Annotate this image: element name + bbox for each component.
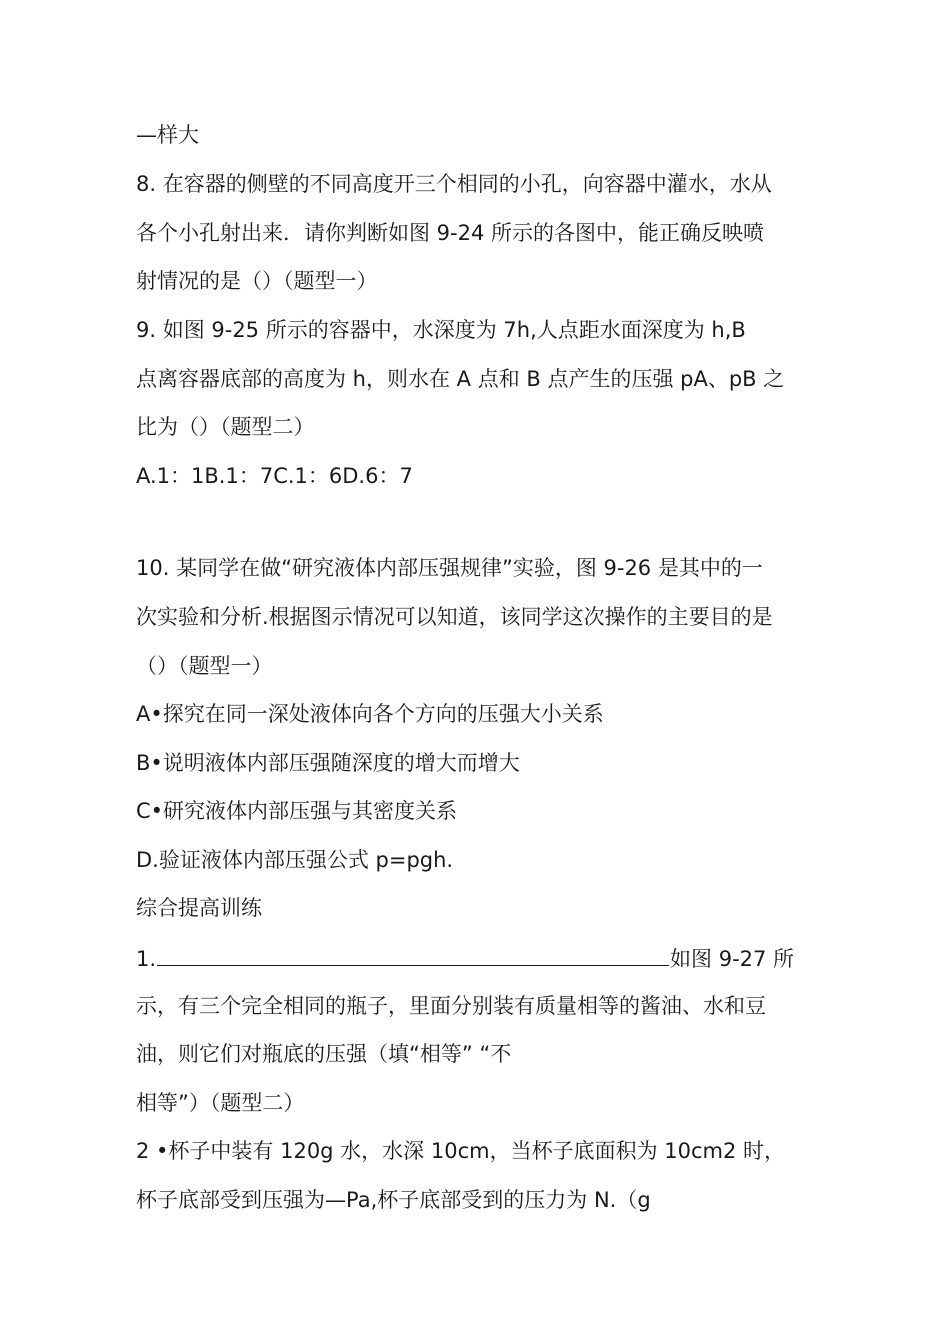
question-9-line-1: 9. 如图 9-25 所示的容器中，水深度为 7h,人点距水面深度为 h,B xyxy=(136,318,746,342)
exercise-1-line-4: 相等”）（题型二） xyxy=(136,1091,305,1115)
text-line-continuation: —样大 xyxy=(136,123,199,147)
question-10-line-1: 10. 某同学在做“研究液体内部压强规律”实验，图 9-26 是其中的一 xyxy=(136,556,763,580)
exercise-1-line-3: 油，则它们对瓶底的压强（填“相等” “不 xyxy=(136,1042,512,1066)
question-10-line-3: （）（题型一） xyxy=(136,654,273,678)
section-heading: 综合提高训练 xyxy=(136,896,262,920)
exercise-1-line-2: 示，有三个完全相同的瓶子，里面分别装有质量相等的酱油、水和豆 xyxy=(136,994,766,1018)
question-10-option-b: B•说明液体内部压强随深度的增大而增大 xyxy=(136,751,520,775)
question-8-line-3: 射情况的是（）（题型一） xyxy=(136,269,378,293)
question-10-option-d: D.验证液体内部压强公式 p=pgh. xyxy=(136,848,454,872)
question-9-line-3: 比为（）（题型二） xyxy=(136,415,315,439)
exercise-1-line-1 xyxy=(136,943,794,973)
question-10-option-c: C•研究液体内部压强与其密度关系 xyxy=(136,799,458,823)
exercise-2-line-1: 2 •杯子中装有 120g 水，水深 10cm，当杯子底面积为 10cm2 时， xyxy=(136,1139,786,1163)
exercise-2-line-2: 杯子底部受到压强为—Pa,杯子底部受到的压力为 N.（g xyxy=(136,1188,651,1212)
question-9-line-2: 点离容器底部的高度为 h，则水在 A 点和 B 点产生的压强 pA、pB 之 xyxy=(136,367,785,391)
question-8-line-2: 各个小孔射出来．请你判断如图 9-24 所示的各图中，能正确反映喷 xyxy=(136,221,765,245)
answer-blank xyxy=(157,943,669,966)
question-10-line-2: 次实验和分析.根据图示情况可以知道，该同学这次操作的主要目的是 xyxy=(136,605,773,629)
exercise-1-number: 1. xyxy=(136,947,157,971)
question-10-option-a: A•探究在同一深处液体向各个方向的压强大小关系 xyxy=(136,702,604,726)
question-9-options: A.1：1B.1：7C.1：6D.6：7 xyxy=(136,464,413,488)
exercise-1-text: 如图 9-27 所 xyxy=(670,947,795,971)
question-8-line-1: 8. 在容器的侧壁的不同高度开三个相同的小孔，向容器中灌水，水从 xyxy=(136,172,772,196)
